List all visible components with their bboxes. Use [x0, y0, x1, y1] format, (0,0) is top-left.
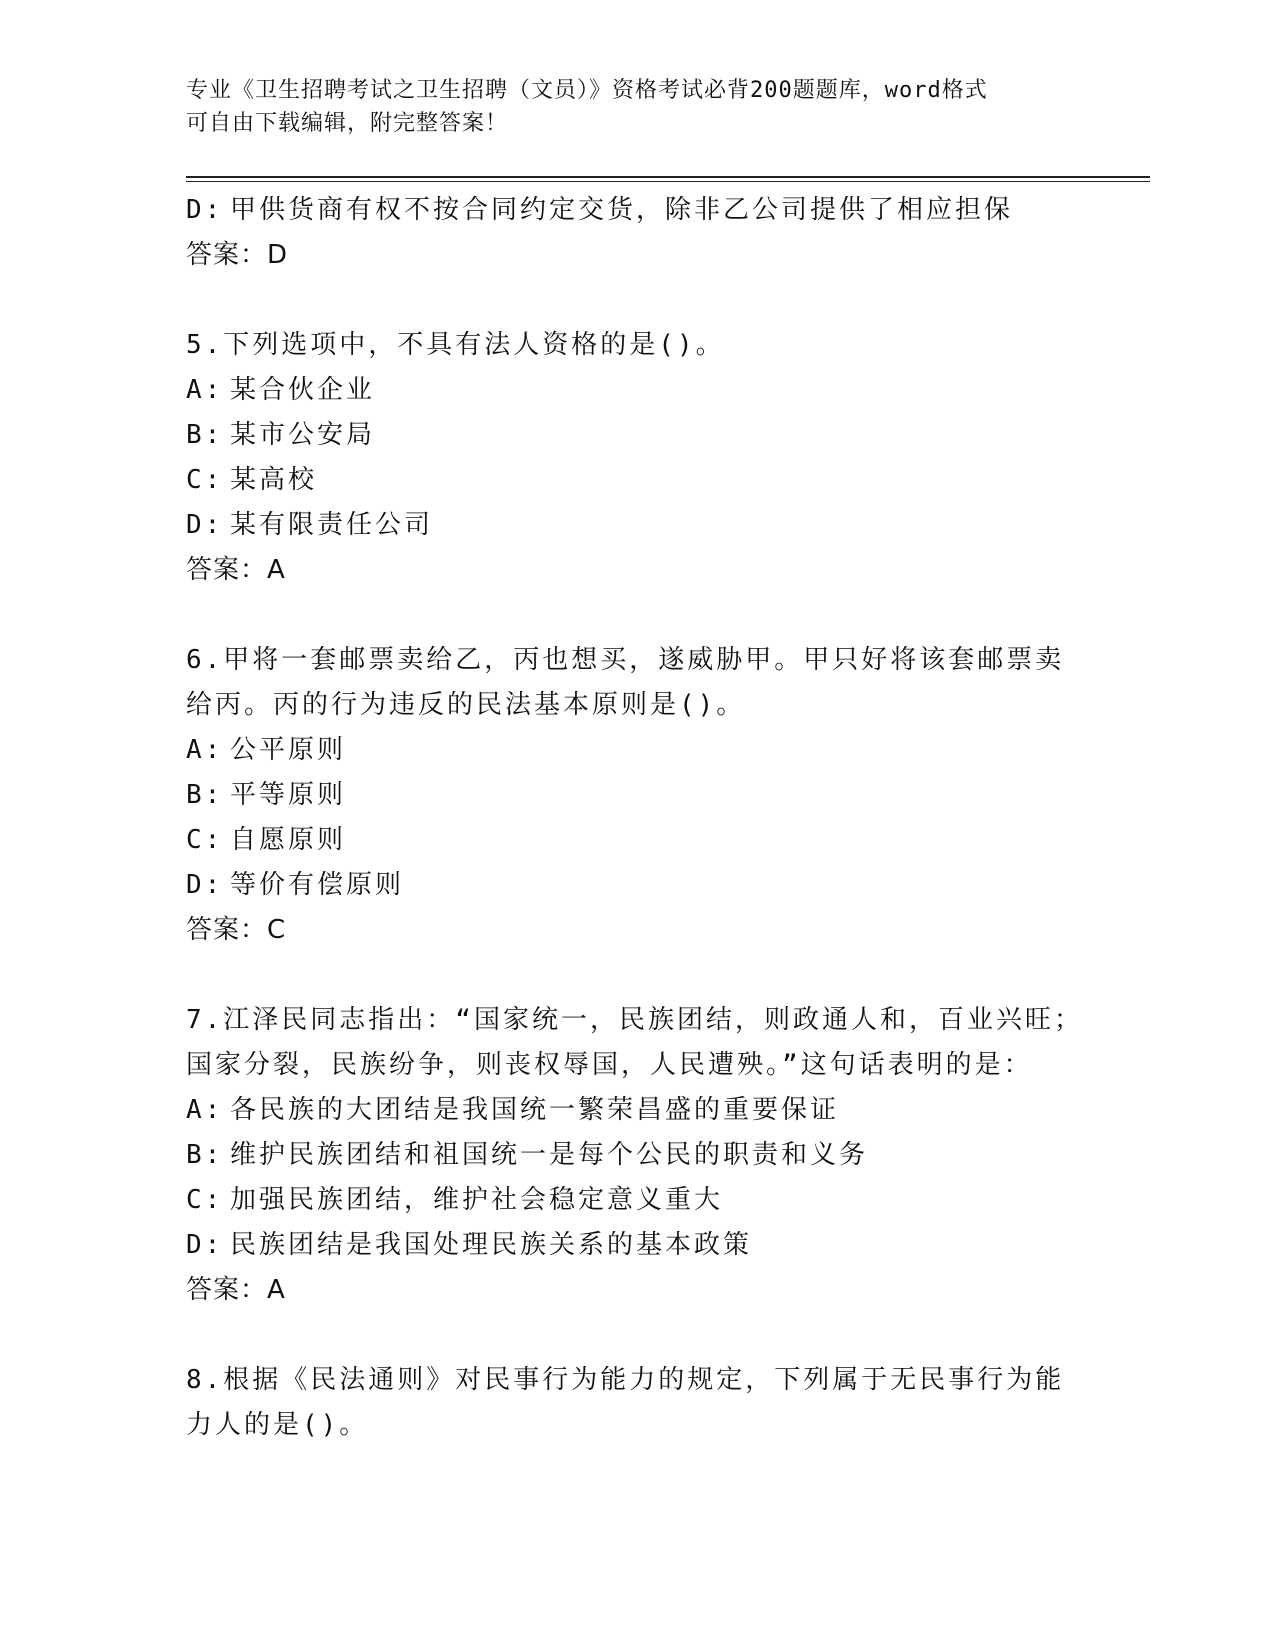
option-c — [186, 818, 1086, 863]
header-divider-thick — [186, 176, 1150, 178]
option-label: B: — [186, 780, 224, 810]
question-stem: 6.甲将一套邮票卖给乙，丙也想买，遂威胁甲。甲只好将该套邮票卖 — [186, 645, 1065, 675]
option-label: C: — [186, 825, 224, 855]
option-b — [186, 413, 1086, 458]
option-a — [186, 728, 1086, 773]
header-line-1: 专业《卫生招聘考试之卫生招聘（文员）》资格考试必背200题题库，word格式 — [186, 78, 988, 103]
option-text: 平等原则 — [230, 780, 347, 810]
option-a — [186, 368, 1086, 413]
header-line-2: 可自由下载编辑，附完整答案！ — [186, 111, 509, 136]
option-label: B: — [186, 420, 224, 450]
question-stem-continued: 国家分裂，民族纷争，则丧权辱国，人民遭殃。”这句话表明的是： — [186, 1050, 1033, 1080]
option-b — [186, 773, 1086, 818]
question-stem: 7.江泽民同志指出：“国家统一，民族团结，则政通人和，百业兴旺； — [186, 1005, 1083, 1035]
option-label: A: — [186, 375, 224, 405]
option-text: 某高校 — [230, 465, 318, 495]
option-label: A: — [186, 1095, 224, 1125]
question-stem: 8.根据《民法通则》对民事行为能力的规定，下列属于无民事行为能 — [186, 1365, 1065, 1395]
option-b — [186, 1133, 1086, 1178]
option-label: D: — [186, 195, 224, 225]
option-text: 某合伙企业 — [230, 375, 376, 405]
option-text: 维护民族团结和祖国统一是每个公民的职责和义务 — [230, 1140, 869, 1170]
option-d — [186, 503, 1086, 548]
option-label: B: — [186, 1140, 224, 1170]
option-d — [186, 863, 1086, 908]
option-text: 某市公安局 — [230, 420, 376, 450]
option-label: D: — [186, 870, 224, 900]
answer-line: 答案：A — [186, 1275, 286, 1305]
question-7 — [186, 998, 1086, 1313]
spacer — [186, 953, 1086, 998]
option-text: 等价有偿原则 — [230, 870, 405, 900]
option-text: 甲供货商有权不按合同约定交货，除非乙公司提供了相应担保 — [230, 195, 1014, 225]
option-text: 某有限责任公司 — [230, 510, 434, 540]
question-6 — [186, 638, 1086, 953]
header-divider-thin — [186, 181, 1150, 182]
option-text: 民族团结是我国处理民族关系的基本政策 — [230, 1230, 753, 1260]
option-label: A: — [186, 735, 224, 765]
option-a — [186, 1088, 1086, 1133]
question-list — [186, 188, 1086, 1448]
question-stem-continued: 力人的是()。 — [186, 1410, 369, 1440]
question-5 — [186, 323, 1086, 593]
spacer — [186, 1313, 1086, 1358]
option-text: 公平原则 — [230, 735, 347, 765]
option-c — [186, 458, 1086, 503]
answer-line: 答案：D — [186, 240, 289, 270]
option-text: 加强民族团结，维护社会稳定意义重大 — [230, 1185, 724, 1215]
question-stem: 5.下列选项中，不具有法人资格的是()。 — [186, 330, 725, 360]
option-text: 各民族的大团结是我国统一繁荣昌盛的重要保证 — [230, 1095, 840, 1125]
question-stem-continued: 给丙。丙的行为违反的民法基本原则是()。 — [186, 690, 746, 720]
spacer — [186, 278, 1086, 323]
option-d — [186, 1223, 1086, 1268]
spacer — [186, 593, 1086, 638]
option-text: 自愿原则 — [230, 825, 347, 855]
option-label: D: — [186, 510, 224, 540]
answer-line: 答案：A — [186, 555, 286, 585]
option-label: D: — [186, 1230, 224, 1260]
option-c — [186, 1178, 1086, 1223]
answer-line: 答案：C — [186, 915, 287, 945]
option-label: C: — [186, 1185, 224, 1215]
option-d — [186, 188, 1086, 233]
option-label: C: — [186, 465, 224, 495]
question-8 — [186, 1358, 1086, 1448]
document-header — [186, 74, 1066, 140]
